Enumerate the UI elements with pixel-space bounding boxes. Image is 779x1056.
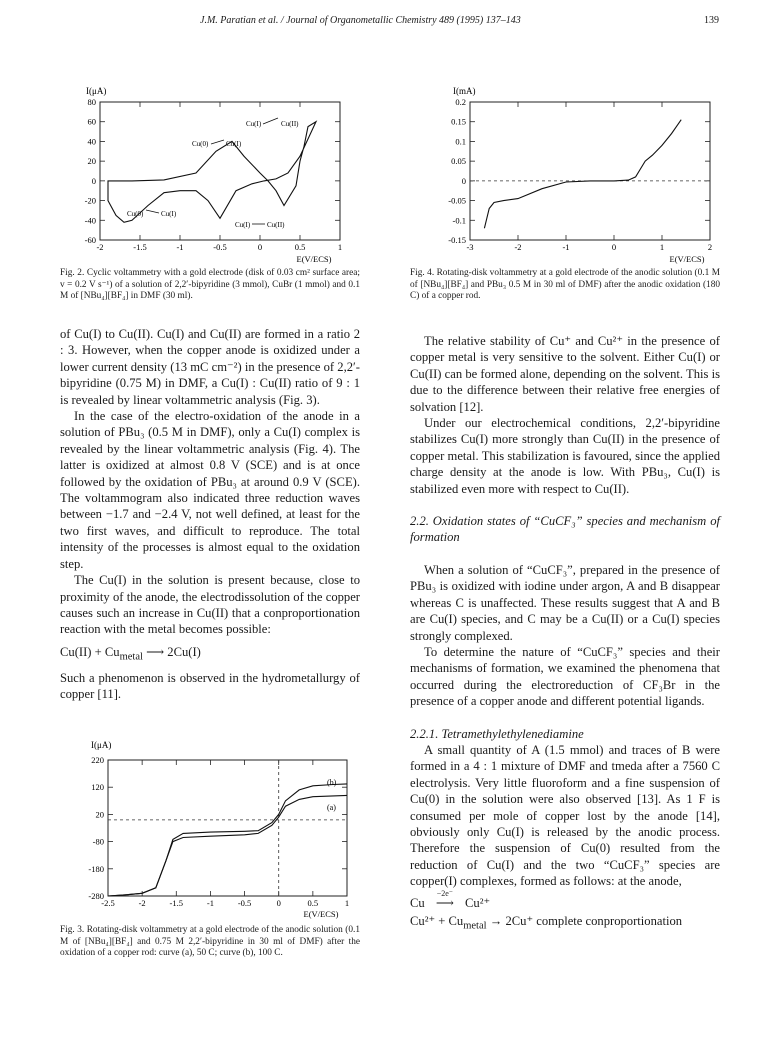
- fig2-xtick-label: -0.5: [213, 242, 227, 252]
- fig4-ytick-label: 0.1: [455, 136, 466, 147]
- right-para-1: The relative stability of Cu⁺ and Cu²⁺ in the presence of copper metal is very sensitive to the solvent. Either Cu(I) or Cu(II) can be formed alone, depending on the solvent. This is due to the difference between their relative free energies of solvation [12].: [410, 334, 720, 414]
- fig3-xtick-label: -1: [206, 898, 214, 908]
- fig3-frame: [108, 760, 347, 896]
- fig3-xtick-label: 1: [344, 898, 350, 908]
- fig2-ylabel: I(μA): [86, 86, 107, 96]
- right-eq2-rhs: → 2Cu⁺ complete conproportionation: [489, 914, 683, 928]
- fig3-xlabel: E(V/ECS): [303, 909, 339, 919]
- fig2-xtick-label: 0.5: [294, 242, 306, 252]
- fig4-ylabel: I(mA): [453, 86, 476, 96]
- fig4-ytick-label: -0.05: [448, 195, 466, 206]
- fig2-ytick-label: -20: [84, 195, 96, 206]
- right-equation-1: [410, 888, 720, 911]
- fig4-caption: Fig. 4. Rotating-disk voltammetry at a gold electrode of the anodic solution (0.1 M of [NBu₄][BF₄] and PBu₃ 0.5 M in 30 ml of DMF) after the anodic oxidation (180 C) of a copper rod.: [410, 268, 720, 301]
- fig4-xtick-label: -3: [466, 242, 474, 252]
- left-column: [60, 326, 360, 702]
- fig3-ytick-label: 20: [95, 809, 104, 820]
- fig4-xtick-label: 2: [707, 242, 713, 252]
- right-column: [410, 333, 720, 935]
- fig2-chart: [60, 84, 350, 264]
- fig2-y-ticks: [85, 97, 340, 245]
- fig2-xtick-label: -1: [176, 242, 184, 252]
- fig3-curve-b: [108, 784, 347, 896]
- left-eq-arrow: ⟶: [146, 644, 165, 659]
- fig2-xtick-label: 0: [257, 242, 263, 252]
- fig4-chart: [425, 84, 715, 264]
- fig2-cv-curve: [108, 122, 316, 223]
- right-para-3: When a solution of “CuCF₃”, prepared in the presence of PBu₃ is oxidized with iodine under argon, A and B disappear whereas C is unaffected. These results suggest that A and B are Cu(I) species, and C may be a Cu(II) or a Cu(I) species strongly complexed.: [410, 562, 720, 643]
- fig2-ytick-label: 0: [91, 175, 96, 186]
- fig2-ytick-label: -60: [84, 235, 96, 245]
- fig2-arrow-1: [263, 118, 278, 124]
- fig4-curve: [484, 120, 681, 229]
- fig2-ann-cu0-mid: Cu(0): [192, 140, 209, 148]
- fig3-xtick-label: -2: [138, 898, 146, 908]
- page-number: 139: [704, 15, 719, 26]
- left-para-2: In the case of the electro-oxidation of the anode in a solution of PBu₃ (0.5 M in DMF), only a Cu(I) complex is revealed by the linear voltammetric analysis (Fig. 4). The latter is oxidized at almost 0.8 V (SCE) and is at once followed by the oxidation of PBu₃ at around 0.9 V (SCE). The voltammogram also indicated three reduction waves between −1.7 and −2.4 V, not well defined, at least for the two first waves, and difficult to reproduce. The total intensity of the processes is almost equal to the oxidation step.: [60, 409, 360, 571]
- right-eq1-over: −2e⁻: [436, 888, 453, 898]
- fig2-frame: [100, 102, 340, 240]
- fig2-ann-cu1-top: Cu(I): [246, 120, 262, 128]
- right-eq1-lhs: Cu: [410, 895, 425, 910]
- fig2-x-ticks: [96, 102, 342, 252]
- left-eq-sub: metal: [119, 651, 143, 663]
- fig2-arrow-3: [146, 210, 159, 213]
- fig4-ytick-label: -0.15: [448, 235, 466, 245]
- right-eq1-arrow: −2e⁻ ⟶: [428, 895, 462, 911]
- fig4-ytick-label: 0: [461, 175, 466, 186]
- right-eq2-lhs: Cu²⁺ + Cu: [410, 914, 464, 928]
- fig3-ytick-label: 120: [91, 782, 104, 793]
- fig3-label-b: (b): [327, 778, 337, 787]
- fig2-xlabel: E(V/ECS): [296, 254, 332, 264]
- fig2-ytick-label: 60: [87, 116, 96, 127]
- fig3-xtick-label: -1.5: [169, 898, 184, 908]
- fig3-ytick-label: 220: [91, 755, 104, 765]
- right-eq2-sub: metal: [463, 920, 487, 932]
- fig2-ann-cu2-top: Cu(II): [281, 120, 299, 128]
- fig3-ytick-label: -180: [88, 863, 104, 874]
- left-para-3: The Cu(I) in the solution is present because, close to proximity of the anode, the electrodissolution of the copper causes such an increase in Cu(II) that a conproportionation reaction with the metal becomes possible:: [60, 573, 360, 637]
- fig3-x-ticks: [101, 760, 349, 908]
- fig4-ytick-label: -0.1: [452, 215, 466, 226]
- left-eq-lhs: Cu(II) + Cu: [60, 644, 120, 659]
- fig4-xlabel: E(V/ECS): [669, 254, 705, 264]
- section-2-2-heading: 2.2. Oxidation states of “CuCF₃” species and mechanism of formation: [410, 514, 720, 545]
- fig2-ann-cu1-bot: Cu(I): [235, 221, 251, 229]
- fig3-caption: Fig. 3. Rotating-disk voltammetry at a gold electrode of the anodic solution (0.1 M of [NBu₄][BF₄] and 0.75 M 2,2′-bipyridine in 30 ml of DMF) after the oxidation of a copper rod: curve (a), 50 C; curve (b), 100 C.: [60, 925, 360, 958]
- fig4-y-ticks: [448, 97, 710, 245]
- fig2-ytick-label: 80: [87, 97, 96, 107]
- fig3-chart: [75, 738, 355, 918]
- fig3-ylabel: I(μA): [91, 740, 112, 750]
- left-para-1: of Cu(I) to Cu(II). Cu(I) and Cu(II) are formed in a ratio 2 : 3. However, when the copper anode is oxidized under a lower current density (13 mC cm⁻²) in the presence of 2,2′-bipyridine (0.75 M) in DMF, a Cu(I) : Cu(II) ratio of 9 : 1 is revealed by linear voltammetric analysis (Fig. 3).: [60, 327, 360, 407]
- fig2-caption: Fig. 2. Cyclic voltammetry with a gold electrode (disk of 0.03 cm² surface area; v = 0.2 V s⁻¹) of a solution of 2,2′-bipyridine (3 mmol), CuBr (1 mmol) and 0.1 M of [NBu₄][BF₄] in DMF (30 ml).: [60, 268, 360, 301]
- fig4-xtick-label: 1: [659, 242, 665, 252]
- fig2-ytick-label: -40: [84, 215, 96, 226]
- running-title: J.M. Paratian et al. / Journal of Organometallic Chemistry 489 (1995) 137–143: [200, 15, 521, 26]
- fig4-xtick-label: 0: [611, 242, 617, 252]
- right-para-5: A small quantity of A (1.5 mmol) and traces of B were formed in a 4 : 1 mixture of DMF and tmeda after a 7560 C electrolysis. Very little fluoroform and a fine suspension of Cu(0) in the solution were also observed [13]. As 1 F is consumed per mole of copper lost by the anode [14], obviously only Cu(I) is released by the anodic process. Therefore the suspension of Cu(0) resulted from the reduction of Cu(I) and the two “CuCF₃” species are copper(I) complexes, formed as follows: at the anode,: [410, 742, 720, 889]
- right-para-2: Under our electrochemical conditions, 2,2′-bipyridine stabilizes Cu(I) more strongly than Cu(II) in the presence of copper metal. This stabilization is favoured, since the applied charge density at the anode is low. With PBu₃, Cu(I) is stabilized even more with respect to Cu(II).: [410, 416, 720, 496]
- right-equation-2: [410, 913, 720, 935]
- right-eq1-rhs: Cu²⁺: [465, 895, 491, 910]
- fig2-xtick-label: -2: [96, 242, 104, 252]
- fig3-xtick-label: -2.5: [101, 898, 115, 908]
- fig2-arrow-2: [211, 140, 224, 144]
- fig4-ytick-label: 0.15: [451, 116, 466, 127]
- fig4-xtick-label: -1: [562, 242, 570, 252]
- fig3-ytick-label: -280: [88, 891, 104, 901]
- fig2-ytick-label: 20: [87, 156, 96, 167]
- fig2-ann-cu2-bot: Cu(II): [267, 221, 285, 229]
- fig3-curve-a: [108, 795, 347, 896]
- fig2-xtick-label: -1.5: [133, 242, 147, 252]
- fig3-xtick-label: 0.5: [307, 898, 319, 908]
- fig4-frame: [470, 102, 710, 240]
- left-equation: [60, 644, 360, 666]
- fig2-xtick-label: 1: [337, 242, 343, 252]
- fig2-ytick-label: 40: [87, 136, 96, 147]
- fig4-xtick-label: -2: [514, 242, 522, 252]
- fig4-ytick-label: 0.2: [455, 97, 466, 107]
- fig2-ann-cu1-low: Cu(I): [161, 210, 177, 218]
- fig2-ann-cu0-low: Cu(0): [127, 210, 144, 218]
- fig2-ann-cu1-mid: Cu(I): [226, 140, 242, 148]
- fig4-x-ticks: [466, 102, 712, 252]
- right-para-4: To determine the nature of “CuCF₃” species and their mechanisms of formation, we examined the phenomena that occurred during the electroreduction of CF₃Br in the presence of a copper anode and different potential ligands.: [410, 644, 720, 709]
- fig3-ytick-label: -80: [92, 836, 104, 847]
- fig3-xtick-label: -0.5: [237, 898, 252, 908]
- left-para-4: Such a phenomenon is observed in the hydrometallurgy of copper [11].: [60, 670, 360, 702]
- section-2-2-1-heading: 2.2.1. Tetramethylethylenediamine: [410, 726, 584, 741]
- fig3-label-a: (a): [327, 803, 336, 812]
- fig3-y-ticks: [88, 755, 347, 901]
- fig4-ytick-label: 0.05: [451, 156, 466, 167]
- left-eq-rhs: 2Cu(I): [167, 644, 201, 659]
- fig3-xtick-label: 0: [276, 898, 281, 908]
